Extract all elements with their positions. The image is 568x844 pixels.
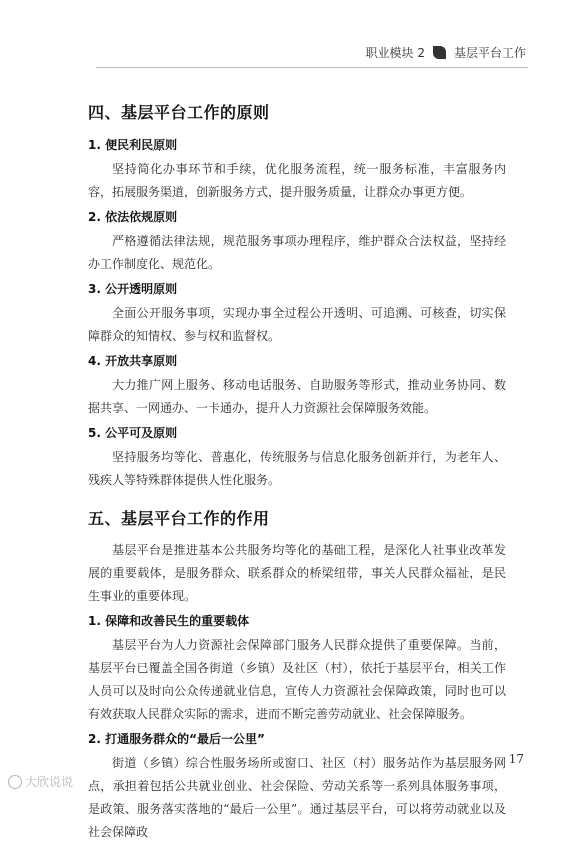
principle-2-heading: 2. 依法依规原则	[88, 210, 178, 224]
principle-4-heading: 4. 开放共享原则	[88, 354, 178, 368]
page-body	[88, 100, 506, 844]
running-header	[366, 44, 526, 61]
principle-4-text: 大力推广网上服务、移动电话服务、自助服务等形式，推动业务协同、数据共享、一网通办、一卡通办，提升人力资源社会保障服务效能。	[88, 378, 506, 415]
principle-2-text: 严格遵循法律法规，规范服务事项办理程序，维护群众合法权益，坚持经办工作制度化、规范化。	[88, 234, 506, 271]
watermark	[8, 773, 73, 790]
role-2-text: 街道（乡镇）综合性服务场所或窗口、社区（村）服务站作为基层服务网点，承担着包括公共就业创业、社会保险、劳动关系等一系列具体服务事项，是政策、服务落实落地的“最后一公里”。通过基层平台，可以将劳动就业以及社会保障政	[88, 756, 506, 839]
section4-title: 四、基层平台工作的原则	[88, 103, 270, 122]
section5-intro: 基层平台是推进基本公共服务均等化的基础工程，是深化人社事业改革发展的重要载体，是服务群众、联系群众的桥梁纽带，事关人民群众福祉，是民生事业的重要体现。	[88, 543, 506, 603]
role-1-text: 基层平台为人力资源社会保障部门服务人民群众提供了重要保障。当前，基层平台已覆盖全国各街道（乡镇）及社区（村），依托于基层平台，相关工作人员可以及时向公众传递就业信息，宣传人力资源社会保障政策，同时也可以有效获取人民群众实际的需求，进而不断完善劳动就业、社会保障服务。	[88, 638, 506, 721]
principle-1-text: 坚持简化办事环节和手续，优化服务流程，统一服务标准，丰富服务内容，拓展服务渠道，创新服务方式，提升服务质量，让群众办事更方便。	[88, 162, 506, 199]
role-2-heading: 2. 打通服务群众的“最后一公里”	[88, 732, 265, 746]
principle-3-text: 全面公开服务事项，实现办事全过程公开透明、可追溯、可核查，切实保障群众的知情权、参与权和监督权。	[88, 306, 506, 343]
role-1-heading: 1. 保障和改善民生的重要载体	[88, 614, 250, 628]
principle-3-heading: 3. 公开透明原则	[88, 282, 178, 296]
header-divider	[96, 67, 528, 68]
principle-5-text: 坚持服务均等化、普惠化，传统服务与信息化服务创新并行，为老年人、残疾人等特殊群体提供人性化服务。	[88, 450, 506, 487]
section5-title: 五、基层平台工作的作用	[88, 509, 270, 528]
leaf-logo-icon	[433, 46, 446, 59]
principle-1-heading: 1. 便民利民原则	[88, 138, 178, 152]
principle-5-heading: 5. 公平可及原则	[88, 426, 178, 440]
header-title: 基层平台工作	[453, 46, 526, 60]
watermark-text: 大欣说说	[25, 775, 74, 789]
header-module: 职业模块 2	[365, 46, 425, 60]
page-number: 17	[508, 752, 524, 766]
watermark-logo-icon	[8, 775, 22, 789]
